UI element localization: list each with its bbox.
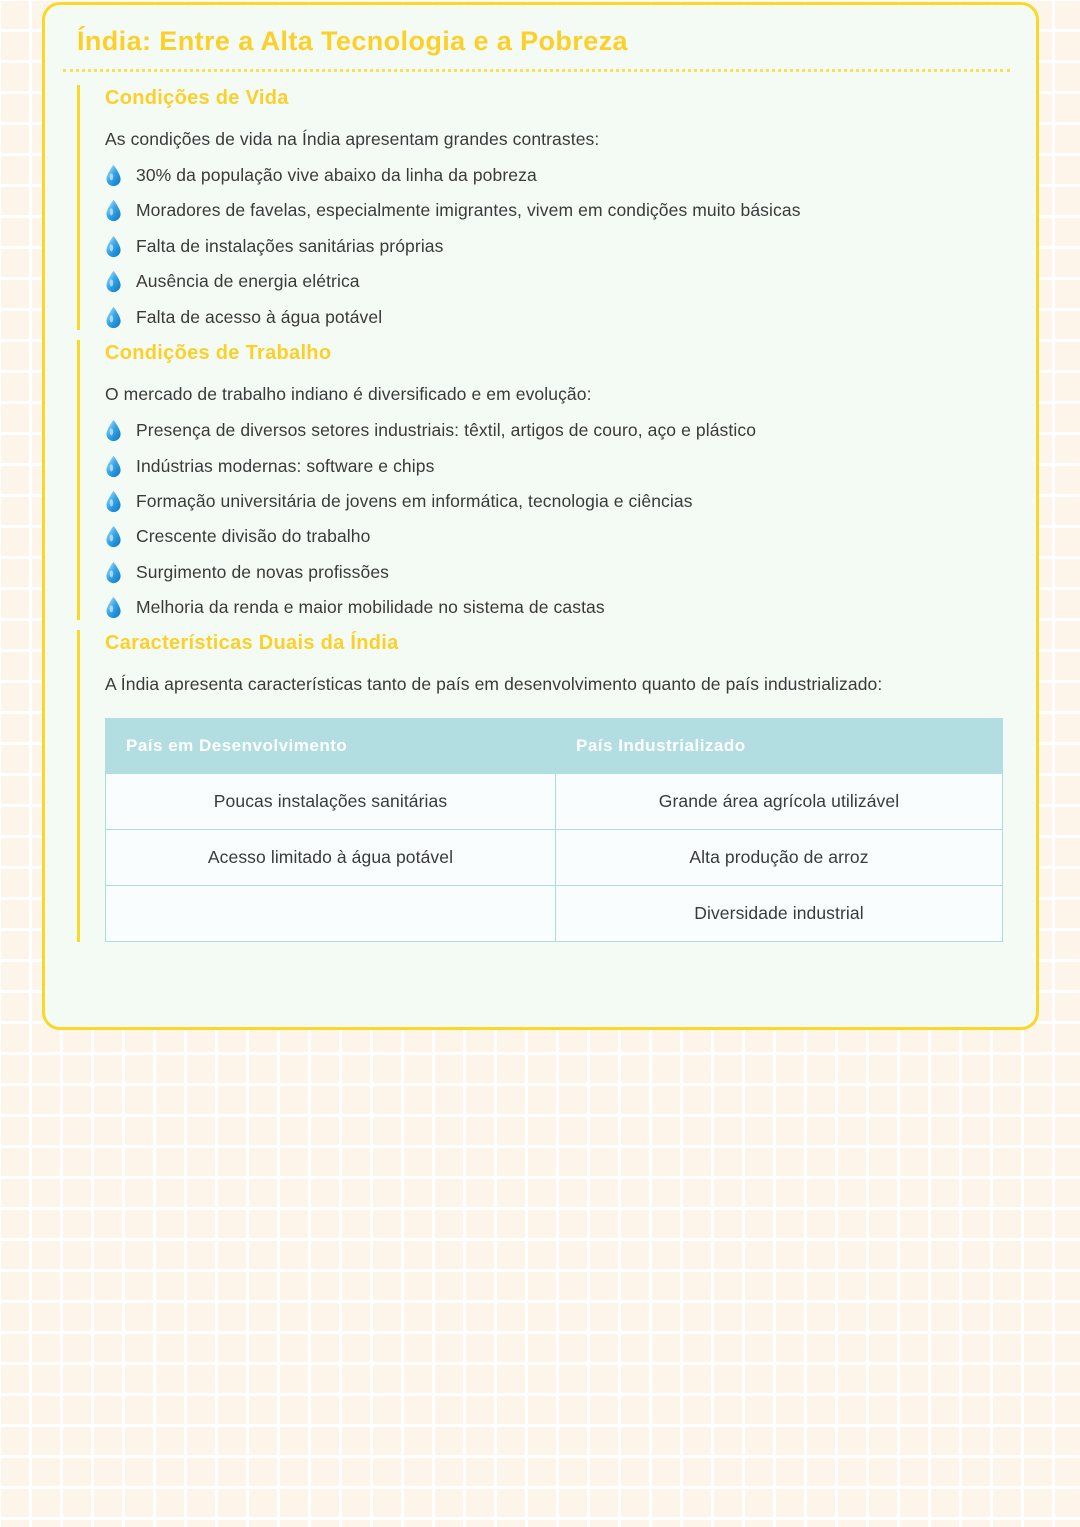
list-item: [105, 595, 1010, 620]
list-item-text: Melhoria da renda e maior mobilidade no sistema de castas: [136, 597, 605, 617]
table-column-header-industrialized: País Industrializado: [556, 718, 1003, 773]
table-cell: Acesso limitado à água potável: [106, 829, 556, 885]
water-drop-icon: [105, 270, 122, 293]
table-header-row: [106, 718, 1003, 773]
bullet-list: [105, 163, 1010, 330]
list-item-text: Indústrias modernas: software e chips: [136, 455, 435, 476]
section-caracteristicas-duais: [77, 630, 1010, 941]
table-cell: Alta produção de arroz: [556, 829, 1003, 885]
section-intro: As condições de vida na Índia apresentam grandes contrastes:: [105, 128, 600, 149]
water-drop-icon: [105, 525, 122, 548]
section-title: Condições de Vida: [105, 86, 289, 109]
table-column-header-developing: País em Desenvolvimento: [106, 718, 556, 773]
table-cell: Poucas instalações sanitárias: [106, 773, 556, 829]
table-row: [106, 773, 1003, 829]
list-item-text: Falta de instalações sanitárias próprias: [136, 235, 444, 256]
table-cell: Grande área agrícola utilizável: [556, 773, 1003, 829]
section-title: Características Duais da Índia: [105, 632, 399, 655]
list-item: [105, 198, 1010, 223]
list-item-text: Falta de acesso à água potável: [136, 306, 383, 327]
list-item-text: Surgimento de novas profissões: [136, 561, 389, 582]
water-drop-icon: [105, 596, 122, 619]
water-drop-icon: [105, 419, 122, 442]
water-drop-icon: [105, 235, 122, 258]
dual-characteristics-table-wrapper: [105, 718, 1010, 942]
list-item: [105, 305, 1010, 330]
list-item: [105, 454, 1010, 479]
table-cell-empty: [106, 885, 556, 941]
table-cell: Diversidade industrial: [556, 885, 1003, 941]
section-intro: A Índia apresenta características tanto de país em desenvolvimento quanto de país industrializado:: [105, 674, 883, 695]
list-item: [105, 524, 1010, 549]
list-item: [105, 489, 1010, 514]
content-card: [42, 2, 1039, 1030]
list-item: [105, 418, 1010, 443]
list-item: [105, 269, 1010, 294]
list-item-text: Crescente divisão do trabalho: [136, 526, 371, 547]
list-item-text: Ausência de energia elétrica: [136, 271, 360, 292]
list-item-text: Moradores de favelas, especialmente imigrantes, vivem em condições muito básicas: [136, 200, 801, 221]
water-drop-icon: [105, 199, 122, 222]
section-condicoes-de-trabalho: [77, 340, 1010, 621]
list-item: [105, 234, 1010, 259]
water-drop-icon: [105, 164, 122, 187]
list-item-text: Presença de diversos setores industriais: têxtil, artigos de couro, aço e plástico: [136, 420, 757, 441]
dual-characteristics-table: [105, 718, 1003, 942]
page-title: Índia: Entre a Alta Tecnologia e a Pobreza: [63, 25, 1010, 72]
list-item: [105, 560, 1010, 585]
section-title: Condições de Trabalho: [105, 341, 332, 364]
section-condicoes-de-vida: [77, 85, 1010, 330]
table-row: [106, 829, 1003, 885]
section-intro: O mercado de trabalho indiano é diversificado e em evolução:: [105, 383, 592, 404]
bullet-list: [105, 418, 1010, 620]
water-drop-icon: [105, 490, 122, 513]
water-drop-icon: [105, 561, 122, 584]
list-item: [105, 163, 1010, 188]
list-item-text: Formação universitária de jovens em informática, tecnologia e ciências: [136, 490, 693, 511]
water-drop-icon: [105, 306, 122, 329]
water-drop-icon: [105, 455, 122, 478]
list-item-text: 30% da população vive abaixo da linha da pobreza: [136, 165, 537, 185]
table-row: [106, 885, 1003, 941]
